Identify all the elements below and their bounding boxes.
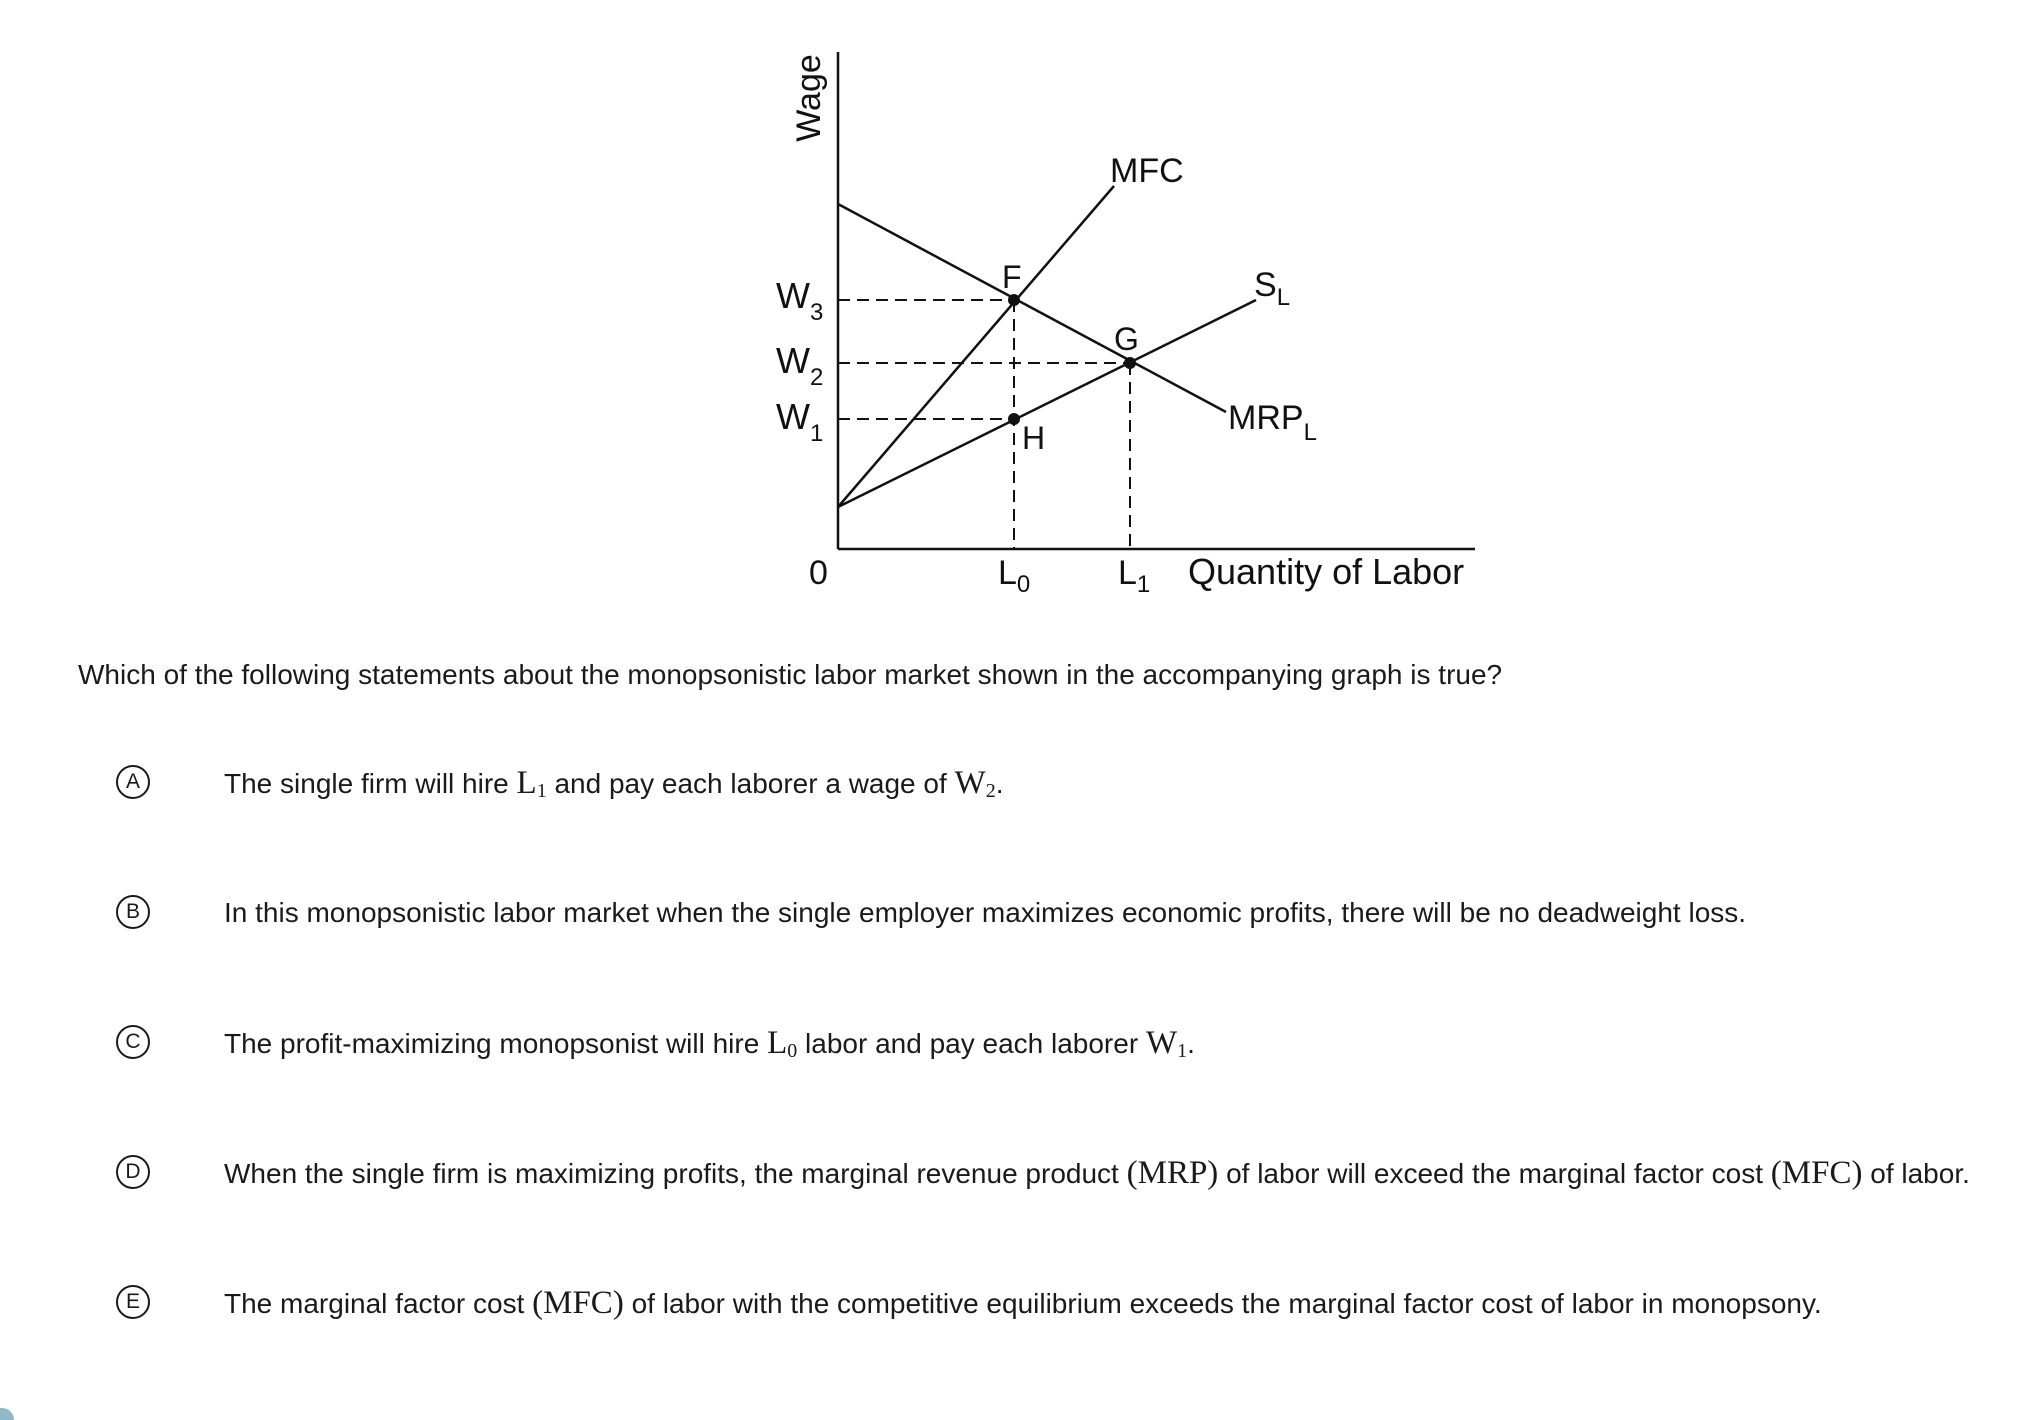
l1-label: $L_1$ — [1118, 554, 1151, 598]
choice-e-text: The marginal factor cost (MFC) of labor with the competitive equilibrium exceeds the marginal factor cost of labor in monopsony. — [224, 1285, 1822, 1321]
point-f-dot — [1008, 294, 1020, 306]
point-g-label: G — [1114, 321, 1139, 357]
choice-a-badge[interactable]: A — [116, 765, 150, 799]
choice-c[interactable] — [0, 1013, 2028, 1073]
x-axis-label: Quantity of Labor — [1188, 551, 1465, 592]
w2-label: $W_2$ — [776, 340, 824, 391]
choice-a[interactable] — [0, 753, 2028, 813]
choice-a-text: The single firm will hire $L_1$ and pay each laborer a wage of $W_2$. — [224, 765, 1004, 802]
mfc-label: MFC — [1110, 152, 1184, 190]
supply-label: $S_L$ — [1254, 266, 1291, 311]
w3-label: $W_3$ — [776, 275, 824, 326]
window-corner-accent — [0, 1408, 14, 1420]
choice-e[interactable] — [0, 1273, 2028, 1333]
mrp-label: $MRP_L$ — [1228, 399, 1317, 446]
question-text: Which of the following statements about the monopsonistic labor market shown in the accompanying graph is true? — [78, 659, 1503, 690]
origin-label: 0 — [809, 554, 828, 592]
monopsony-labor-market-diagram — [0, 0, 2028, 640]
choice-c-badge[interactable]: C — [116, 1025, 150, 1059]
point-f-label: F — [1002, 259, 1022, 295]
point-h-label: H — [1022, 420, 1046, 456]
l0-label: $L_0$ — [998, 554, 1031, 598]
point-g-dot — [1124, 357, 1136, 369]
choice-e-badge[interactable]: E — [116, 1285, 150, 1319]
choice-b-badge[interactable]: B — [116, 895, 150, 929]
mfc-curve — [838, 186, 1114, 507]
choice-b[interactable] — [0, 883, 2028, 943]
choice-c-text: The profit-maximizing monopsonist will hire $L_0$ labor and pay each laborer $W_1$. — [224, 1025, 1195, 1062]
choice-d-badge[interactable]: D — [116, 1155, 150, 1189]
supply-curve — [838, 300, 1256, 507]
y-axis-label: Wage — [790, 54, 828, 142]
point-h-dot — [1008, 413, 1020, 425]
mrp-curve — [838, 204, 1226, 412]
choice-d[interactable] — [0, 1143, 2028, 1203]
choice-b-text: In this monopsonistic labor market when the single employer maximizes economic profits, there will be no deadweight loss. — [224, 897, 1747, 928]
w1-label: $W_1$ — [776, 396, 824, 447]
choice-d-text: When the single firm is maximizing profits, the marginal revenue product (MRP) of labor will exceed the marginal factor cost (MFC) of labor. — [224, 1155, 1970, 1191]
